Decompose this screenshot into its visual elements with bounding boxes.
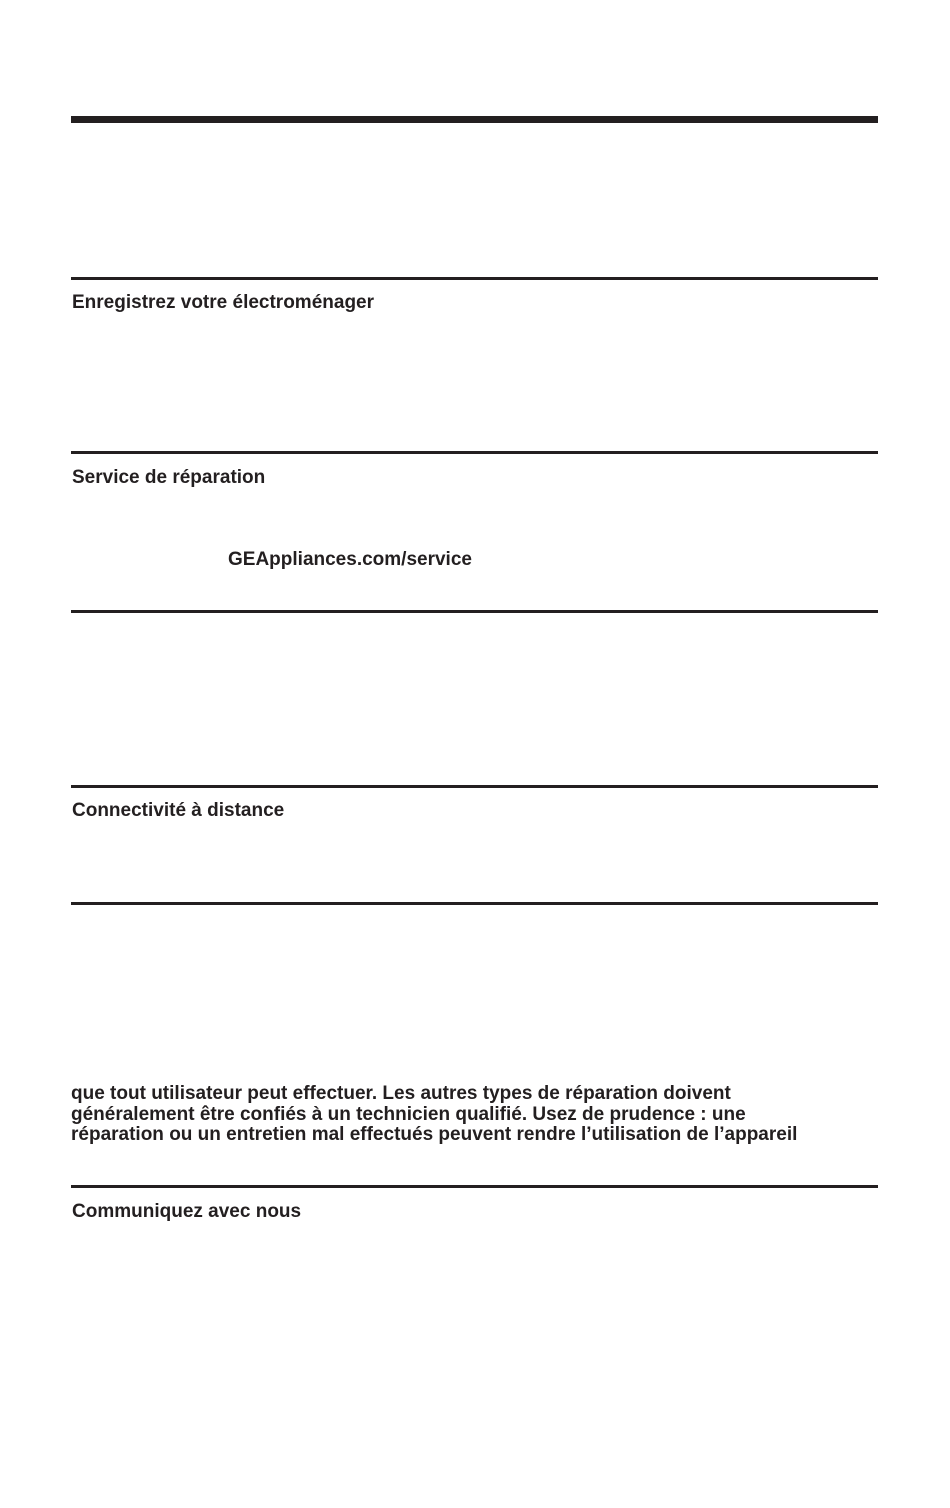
service-website-link[interactable]: GEAppliances.com/service — [228, 549, 472, 570]
repair-heading: Service de réparation — [72, 467, 266, 488]
contact-heading: Communiquez avec nous — [72, 1201, 302, 1222]
section-divider — [71, 610, 878, 613]
top-thick-rule — [71, 116, 878, 123]
section-divider — [71, 451, 878, 454]
paragraph-line: que tout utilisateur peut effectuer. Les autres types de réparation doivent — [71, 1083, 731, 1104]
section-divider — [71, 1185, 878, 1188]
paragraph-line: réparation ou un entretien mal effectués peuvent rendre l’utilisation de l’appareil — [71, 1124, 798, 1145]
paragraph-line: généralement être confiés à un technicien qualifié. Usez de prudence : une — [71, 1103, 746, 1125]
maintenance-paragraph — [71, 1084, 878, 1146]
section-divider — [71, 785, 878, 788]
connectivity-heading: Connectivité à distance — [72, 800, 285, 821]
section-divider — [71, 277, 878, 280]
register-heading: Enregistrez votre électroménager — [72, 292, 375, 313]
section-divider — [71, 902, 878, 905]
